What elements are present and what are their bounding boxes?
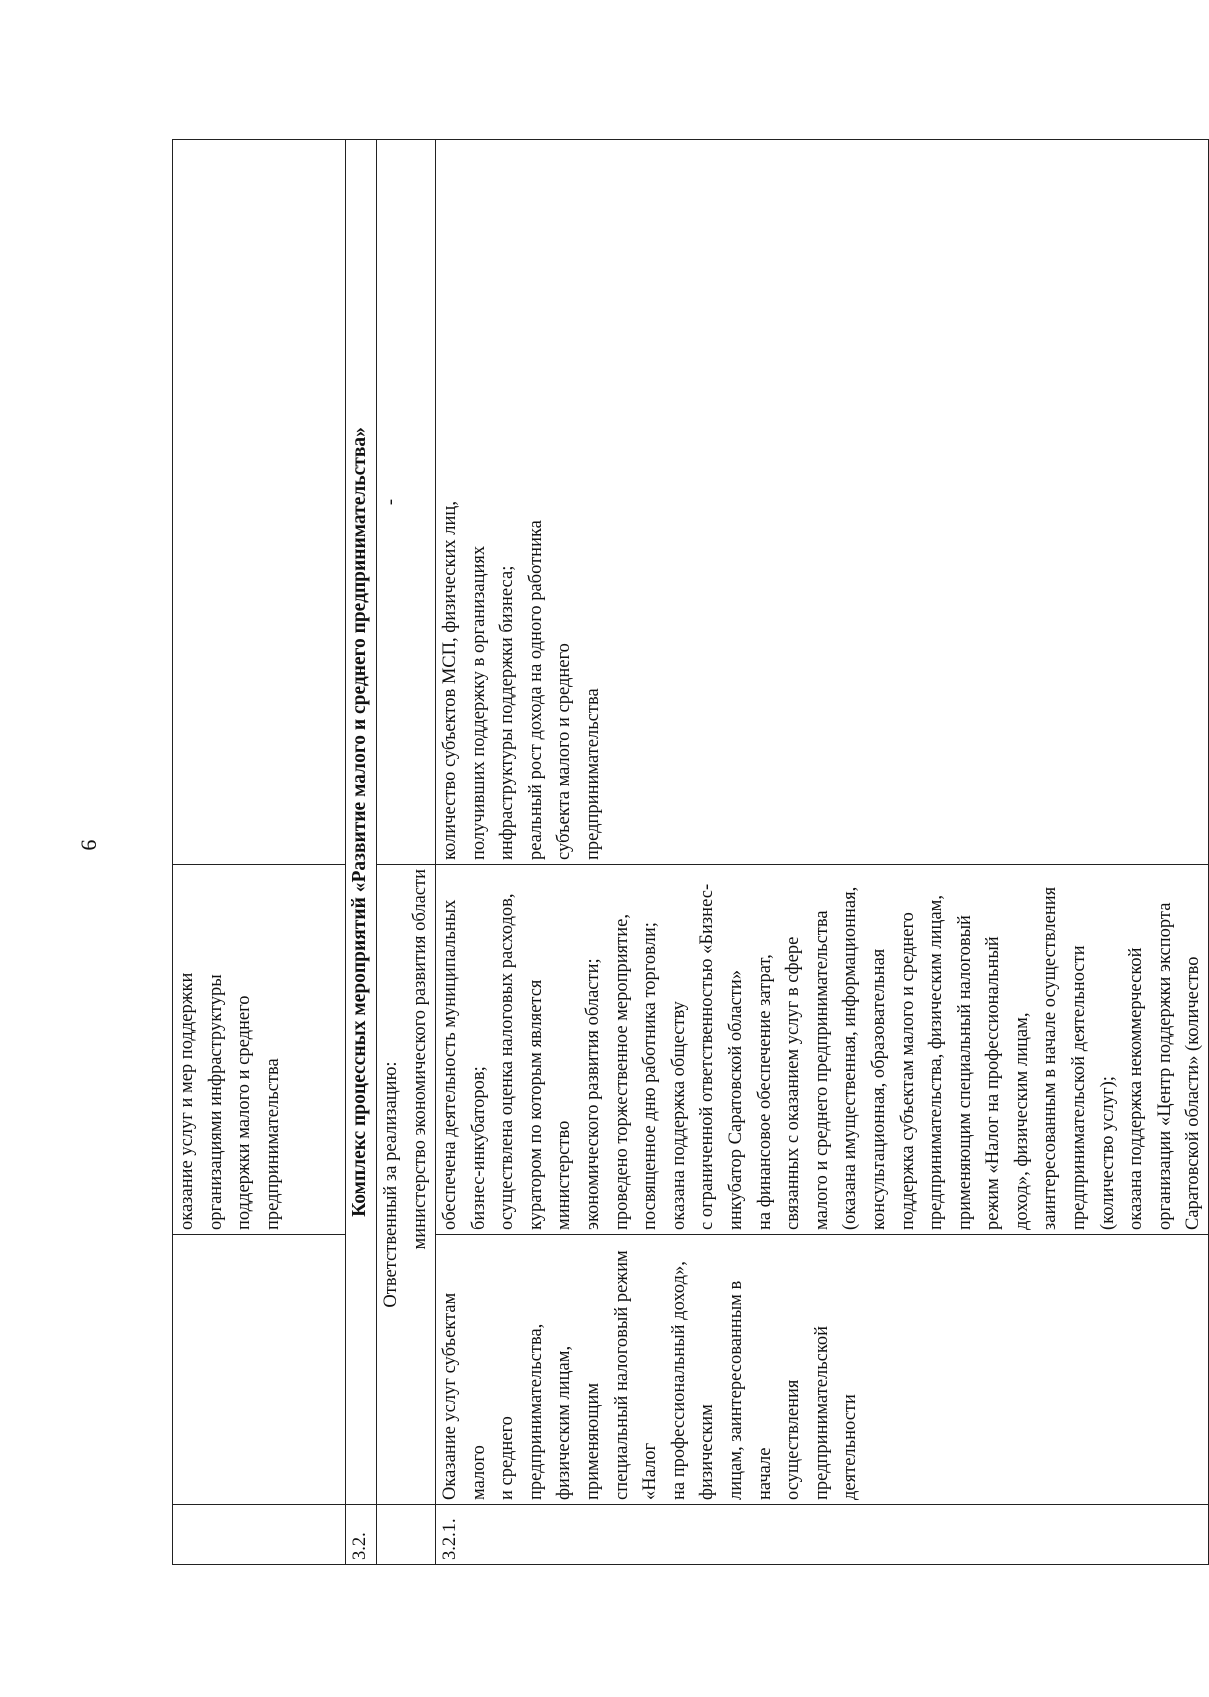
number-cell	[377, 1505, 436, 1565]
number-cell	[173, 1505, 346, 1565]
section-title: Комплекс процессных мероприятий «Развитие малого и среднего предпринимательства»	[346, 140, 377, 1505]
responsible-cell	[377, 865, 436, 1505]
page-number: 9	[76, 839, 102, 851]
task-indicators: количество субъектов МСП, физических лиц, получивших поддержку в организациях инфраструктуры поддержки бизнеса; реальный рост дохода на одного работника субъекта малого и среднего предпринимательства	[436, 140, 1209, 865]
responsible-row	[377, 140, 436, 1565]
task-cell	[173, 1235, 346, 1505]
task-number: 3.2.1.	[436, 1505, 1209, 1565]
dash-cell: -	[377, 140, 436, 865]
section-number: 3.2.	[346, 1505, 377, 1565]
responsible-label: Ответственный за реализацию:	[381, 1061, 401, 1308]
program-table	[172, 139, 1209, 1565]
indicators-cell	[173, 140, 346, 865]
responsible-value: министерство экономического развития области	[409, 869, 430, 1250]
task-description: Оказание услуг субъектам малого и среднего предпринимательства, физическим лицам, применяющим специальный налоговый режим «Налог на профессиональный доход», физическим лицам, заинтересованным в начале осуществления предпринимательской деятельности	[436, 1235, 1209, 1505]
section-row	[346, 140, 377, 1565]
table-row	[173, 140, 346, 1565]
rotated-table-wrapper	[172, 140, 1204, 1565]
task-effects: обеспечена деятельность муниципальных бизнес-инкубаторов; осуществлена оценка налоговых расходов, куратором по которым является министерство экономического развития области; проведено торжественное мероприятие, посвященное дню работника торговли; оказана поддержка обществу с ограниченной ответственностью «Бизнес- инкубатор Саратовской области» на финансовое обеспечение затрат, связанных с оказанием услуг в сфере малого и среднего предпринимательства (оказана имущественная, информационная, консультационная, образовательная поддержка субъектам малого и среднего предпринимательства, физическим лицам, применяющим специальный налоговый режим «Налог на профессиональный доход», физическим лицам, заинтересованным в начале осуществления предпринимательской деятельности (количество услуг); оказана поддержка некоммерческой организации «Центр поддержки экспорта Саратовской области» (количество	[436, 865, 1209, 1235]
table-row	[436, 140, 1209, 1565]
effects-cell: оказание услуг и мер поддержки организациями инфраструктуры поддержки малого и среднего предпринимательства	[173, 865, 346, 1235]
